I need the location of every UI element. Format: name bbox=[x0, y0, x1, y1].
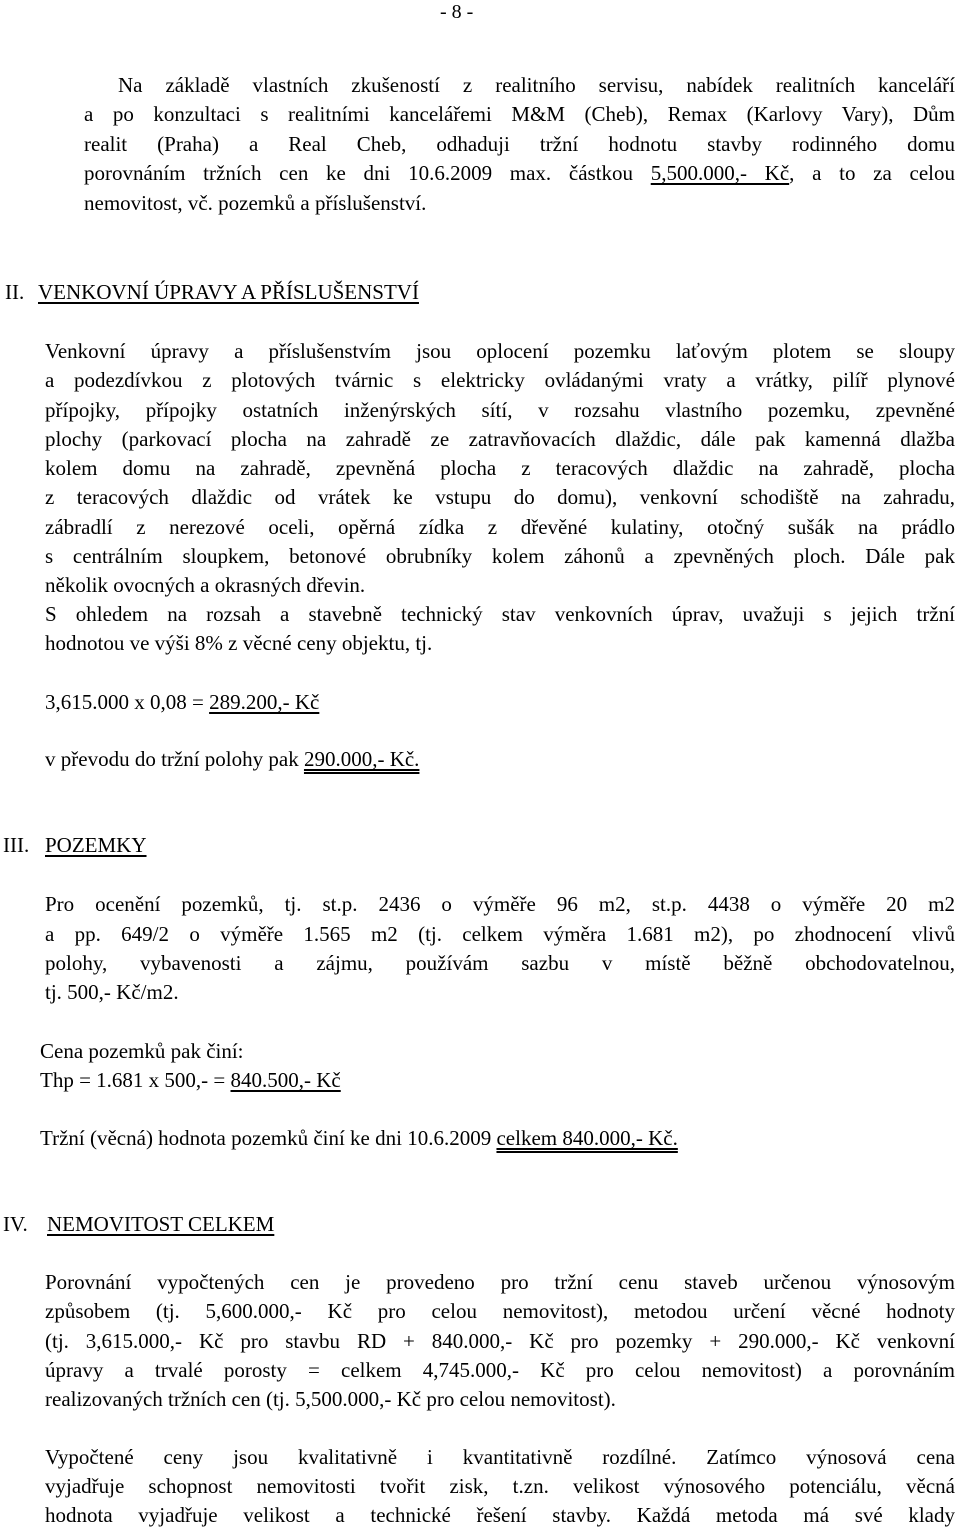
section-2-numeral: II. bbox=[5, 280, 25, 304]
section-4-para-1-line-3: (tj. 3,615.000,- Kč pro stavbu RD + 840.000,- Kč pro pozemky + 290.000,- Kč venkovní bbox=[45, 1329, 955, 1353]
intro-line-2: a po konzultaci s realitními kancelářemi M&M (Cheb), Remax (Karlovy Vary), Dům bbox=[84, 102, 955, 126]
section-3-line-1: Pro ocenění pozemků, tj. st.p. 2436 o výměře 96 m2, st.p. 4438 o výměře 20 m2 bbox=[45, 892, 955, 916]
section-4-para-1-line-1: Porovnání vypočtených cen je provedeno pro tržní cenu staveb určenou výnosovým bbox=[45, 1270, 955, 1294]
section-2-line-9: několik ovocných a okrasných dřevin. bbox=[45, 573, 366, 597]
section-3-line-3: polohy, vybavenosti a zájmu, používám sazbu v místě běžně obchodovatelnou, bbox=[45, 951, 955, 975]
section-2-line-4: plochy (parkovací plocha na zahradě ze zatravňovacích dlaždic, dále pak kamenná dlažba bbox=[45, 427, 955, 451]
section-2-transfer bbox=[45, 745, 419, 775]
calculation-result: 289.200,- Kč bbox=[209, 690, 320, 714]
section-2-line-3: přípojky, přípojky ostatních inženýrských sítí, v rozsahu vlastního pozemku, zpevněné bbox=[45, 398, 955, 422]
section-3-numeral: III. bbox=[3, 833, 30, 857]
intro-line-1: Na základě vlastních zkušeností z realitního servisu, nabídek realitních kanceláří bbox=[118, 73, 955, 97]
section-3-line-2: a pp. 649/2 o výměře 1.565 m2 (tj. celkem výměra 1.681 m2), po zhodnocení vlivů bbox=[45, 922, 955, 946]
thp-result: 840.500,- Kč bbox=[230, 1068, 341, 1092]
section-2-line-8: s centrálním sloupkem, betonové obrubníky kolem záhonů a zpevněných ploch. Dále pak bbox=[45, 544, 955, 568]
calculation-formula: 3,615.000 x 0,08 = bbox=[45, 690, 210, 714]
land-market-value bbox=[40, 1124, 678, 1154]
land-market-amount: celkem 840.000,- Kč. bbox=[496, 1126, 678, 1150]
section-4-title: NEMOVITOST CELKEM bbox=[47, 1212, 275, 1236]
section-4-para-2-line-2: vyjadřuje schopnost nemovitosti tvořit zisk, t.zn. velikost výnosového potenciálu, věcná bbox=[45, 1474, 955, 1498]
intro-line-4 bbox=[84, 159, 955, 189]
transfer-label: v převodu do tržní polohy pak bbox=[45, 747, 304, 771]
section-2-line-10: S ohledem na rozsah a stavebně technický stav venkovních úprav, uvažuji s jejich tržní bbox=[45, 602, 955, 626]
section-4-para-1-line-2: způsobem (tj. 5,600.000,- Kč pro celou nemovitost), metodou určení věcné hodnoty bbox=[45, 1299, 955, 1323]
section-4-numeral: IV. bbox=[3, 1212, 28, 1236]
intro-line-3: realit (Praha) a Real Cheb, odhaduji tržní hodnotu stavby rodinného domu bbox=[84, 132, 955, 156]
section-3-line-4: tj. 500,- Kč/m2. bbox=[45, 980, 179, 1004]
section-2-line-11: hodnotou ve výši 8% z věcné ceny objektu, tj. bbox=[45, 631, 433, 655]
section-4-para-1-line-5: realizovaných tržních cen (tj. 5,500.000,- Kč pro celou nemovitost). bbox=[45, 1387, 616, 1411]
section-2-calculation bbox=[45, 688, 319, 718]
section-4-para-2-line-3: hodnota vyjadřuje velikost a technické řešení stavby. Každá metoda má své klady bbox=[45, 1503, 955, 1527]
land-market-label: Tržní (věcná) hodnota pozemků činí ke dni 10.6.2009 bbox=[40, 1126, 497, 1150]
transfer-amount: 290.000,- Kč. bbox=[303, 747, 420, 771]
section-4-para-1-line-4: úpravy a trvalé porosty = celkem 4,745.000,- Kč pro celou nemovitost) a porovnáním bbox=[45, 1358, 955, 1382]
section-2-line-2: a podezdívkou z plotových tvárnic s elektricky ovládanými vraty a vrátky, pilíř plynové bbox=[45, 368, 955, 392]
section-3-title: POZEMKY bbox=[45, 833, 147, 857]
page-number: - 8 - bbox=[440, 1, 474, 23]
land-price-label: Cena pozemků pak činí: bbox=[40, 1039, 244, 1063]
land-price-calculation bbox=[40, 1066, 341, 1096]
section-4-para-2-line-1: Vypočtené ceny jsou kvalitativně i kvantitativně rozdílné. Zatímco výnosová cena bbox=[45, 1445, 955, 1469]
thp-formula: Thp = 1.681 x 500,- = bbox=[40, 1068, 231, 1092]
section-2-line-7: zábradlí z nerezové oceli, opěrná zídka z dřevěné kulatiny, otočný sušák na prádlo bbox=[45, 515, 955, 539]
section-2-title: VENKOVNÍ ÚPRAVY A PŘÍSLUŠENSTVÍ bbox=[38, 280, 419, 304]
section-2-line-5: kolem domu na zahradě, zpevněná plocha z teracových dlaždic na zahradě, plocha bbox=[45, 456, 955, 480]
market-price-amount: 5,500.000,- Kč bbox=[650, 161, 790, 185]
intro-line-4-text: porovnáním tržních cen ke dni 10.6.2009 max. částkou bbox=[84, 161, 651, 185]
section-2-line-6: z teracových dlaždic od vrátek ke vstupu do domu), venkovní schodiště na zahradu, bbox=[45, 485, 955, 509]
intro-line-4-tail: , a to za celou bbox=[789, 161, 955, 185]
intro-line-5: nemovitost, vč. pozemků a příslušenství. bbox=[84, 191, 427, 215]
section-2-line-1: Venkovní úpravy a příslušenstvím jsou oplocení pozemku laťovým plotem se sloupy bbox=[45, 339, 955, 363]
